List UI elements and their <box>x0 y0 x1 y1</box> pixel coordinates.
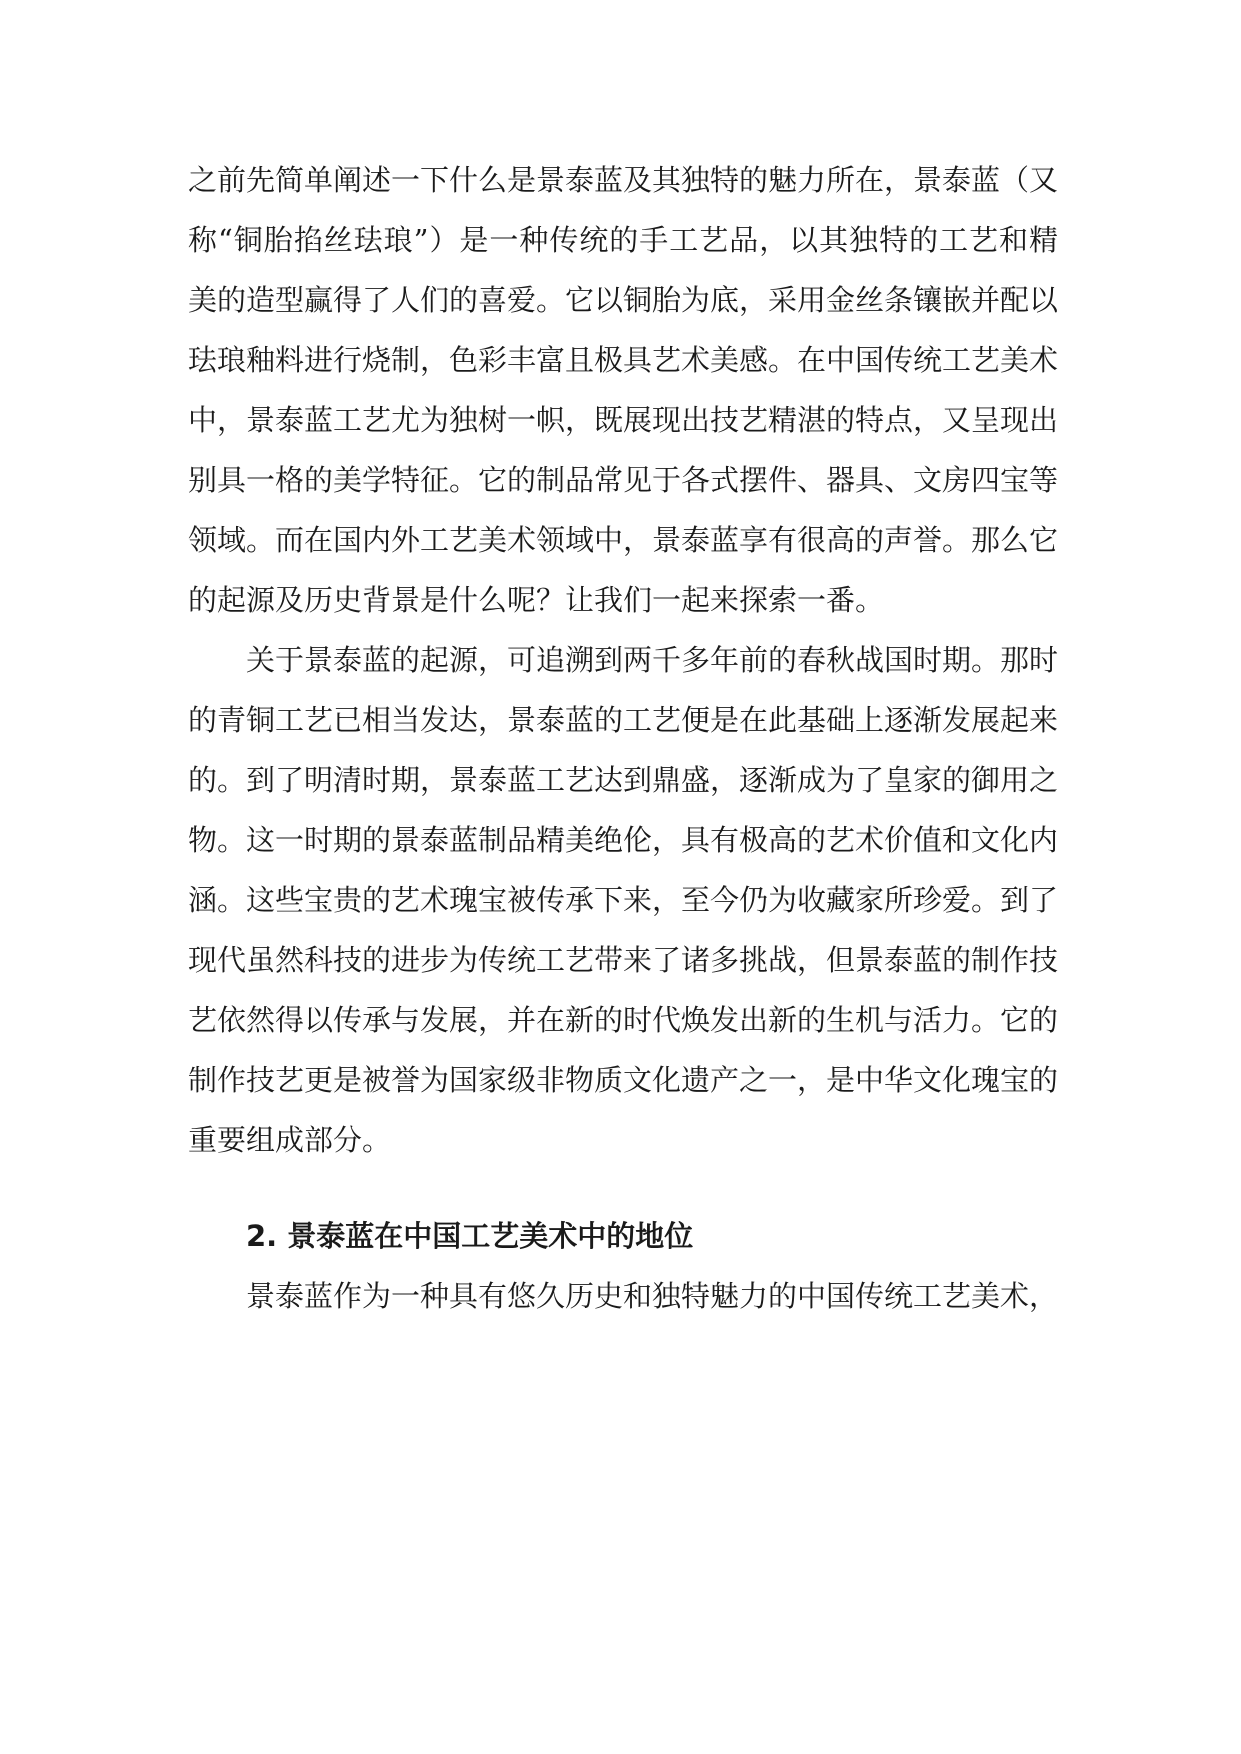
text-line: 景泰蓝作为一种具有悠久历史和独特魅力的中国传统工艺美术， <box>246 1279 1058 1313</box>
text-line: 现代虽然科技的进步为传统工艺带来了诸多挑战，但景泰蓝的制作技 <box>188 943 1058 977</box>
section-number: 2. <box>246 1219 278 1253</box>
text-line: 艺依然得以传承与发展，并在新的时代焕发出新的生机与活力。它的 <box>188 1003 1058 1037</box>
section-heading <box>188 1206 1058 1266</box>
text-line: 的。到了明清时期，景泰蓝工艺达到鼎盛，逐渐成为了皇家的御用之 <box>188 763 1058 797</box>
text-line: 领域。而在国内外工艺美术领域中，景泰蓝享有很高的声誉。那么它 <box>188 523 1058 557</box>
text-line: 的青铜工艺已相当发达，景泰蓝的工艺便是在此基础上逐渐发展起来 <box>188 703 1058 737</box>
text-line: 物。这一时期的景泰蓝制品精美绝伦，具有极高的艺术价值和文化内 <box>188 823 1058 857</box>
text-line: 称“铜胎掐丝珐琅”）是一种传统的手工艺品，以其独特的工艺和精 <box>188 223 1058 257</box>
text-line: 重要组成部分。 <box>188 1123 392 1157</box>
text-line: 的起源及历史背景是什么呢？让我们一起来探索一番。 <box>188 583 885 617</box>
text-line: 关于景泰蓝的起源，可追溯到两千多年前的春秋战国时期。那时 <box>246 643 1058 677</box>
text-line: 涵。这些宝贵的艺术瑰宝被传承下来，至今仍为收藏家所珍爱。到了 <box>188 883 1058 917</box>
text-line: 之前先简单阐述一下什么是景泰蓝及其独特的魅力所在，景泰蓝（又 <box>188 163 1058 197</box>
text-line: 别具一格的美学特征。它的制品常见于各式摆件、器具、文房四宝等 <box>188 463 1058 497</box>
text-line: 中，景泰蓝工艺尤为独树一帜，既展现出技艺精湛的特点，又呈现出 <box>188 403 1058 437</box>
paragraph-intro <box>188 150 1058 630</box>
document-page <box>188 150 1058 1326</box>
text-line: 珐琅釉料进行烧制，色彩丰富且极具艺术美感。在中国传统工艺美术 <box>188 343 1058 377</box>
paragraph-origin <box>188 630 1058 1170</box>
paragraph-section-2 <box>188 1266 1058 1326</box>
text-line: 制作技艺更是被誉为国家级非物质文化遗产之一，是中华文化瑰宝的 <box>188 1063 1058 1097</box>
text-line: 美的造型赢得了人们的喜爱。它以铜胎为底，采用金丝条镶嵌并配以 <box>188 283 1058 317</box>
section-title: 景泰蓝在中国工艺美术中的地位 <box>287 1219 694 1253</box>
